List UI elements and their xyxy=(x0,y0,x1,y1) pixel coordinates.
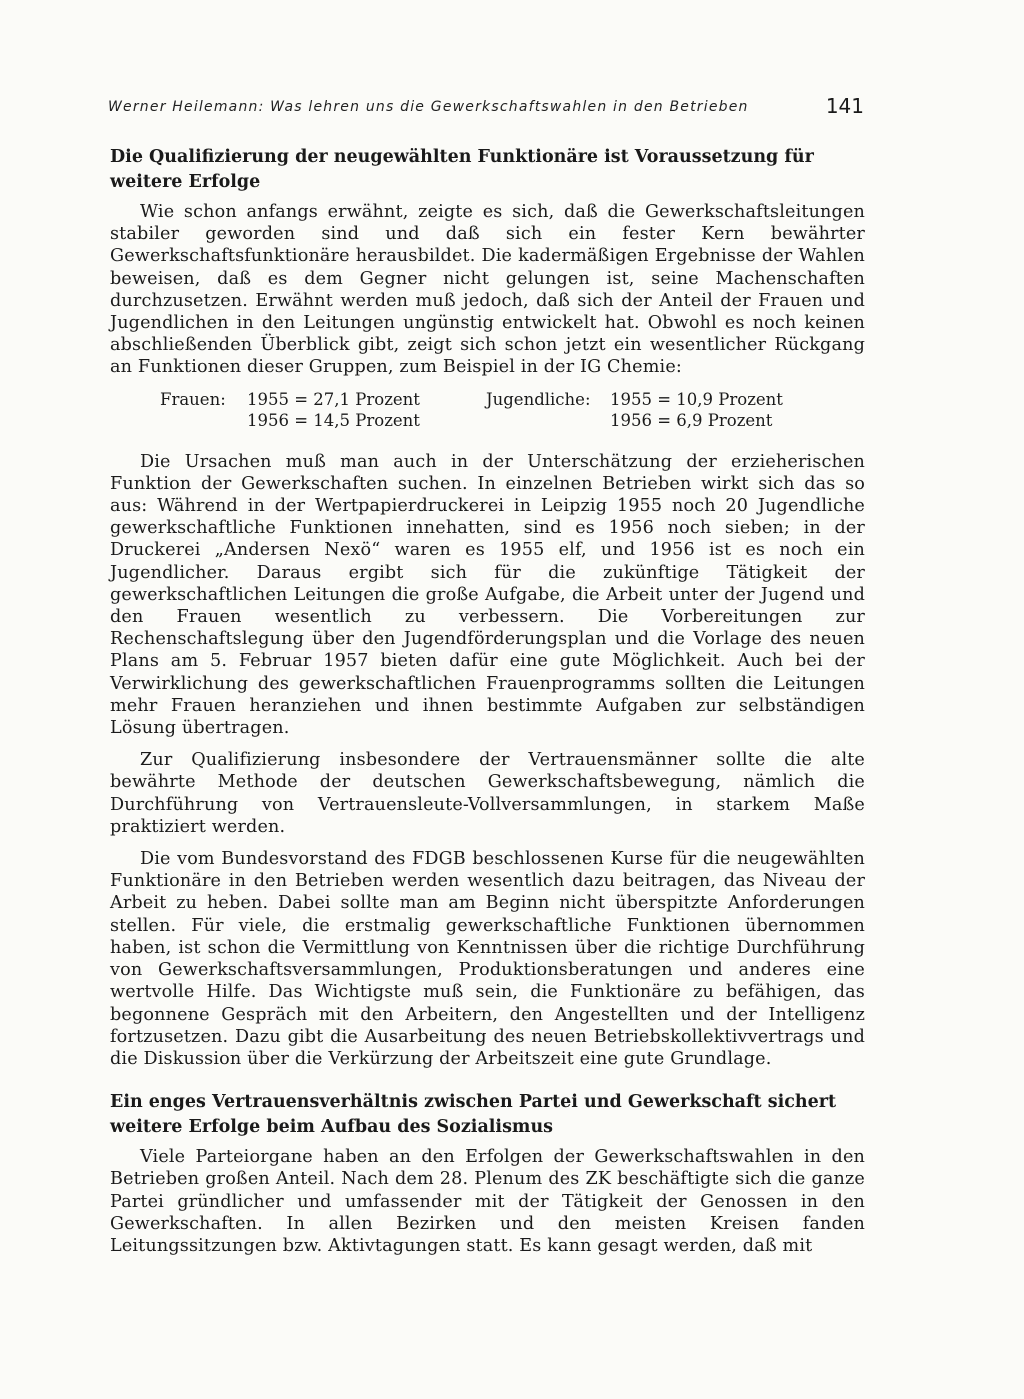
statistics-block xyxy=(110,389,865,439)
paragraph: Wie schon anfangs erwähnt, zeigte es sich, daß die Gewerkschaftsleitungen stabiler geworden sind und daß sich ein fester Kern bewährter Gewerkschaftsfunktionäre herausbildet. Die kadermäßigen Ergebnisse der Wahlen beweisen, daß es dem Gegner nicht gelungen ist, seine Machenschaften durchzusetzen. Erwähnt werden muß jedoch, daß sich der Anteil der Frauen und Jugendlichen in den Leitungen ungünstig entwickelt hat. Obwohl es noch keinen abschließenden Überblick gibt, zeigt sich schon jetzt ein wesentlicher Rückgang an Funktionen dieser Gruppen, zum Beispiel in der IG Chemie: xyxy=(110,202,865,378)
paragraph: Viele Parteiorgane haben an den Erfolgen der Gewerkschaftswahlen in den Betrieben großen Anteil. Nach dem 28. Plenum des ZK beschäftigte sich die ganze Partei gründlicher und umfassender mit der Tätigkeit der Genossen in den Gewerkschaften. In allen Bezirken und den meisten Kreisen fanden Leitungssitzungen bzw. Aktivtagungen statt. Es kann gesagt werden, daß mit xyxy=(110,1147,865,1256)
section-heading-vertrauensverhaeltnis: Ein enges Vertrauensverhältnis zwischen Partei und Gewerkschaft sichert weitere Erfolge beim Aufbau des Sozialismus xyxy=(110,1092,837,1138)
stat-label-women: Frauen: xyxy=(160,389,226,409)
paragraph: Zur Qualifizierung insbesondere der Vertrauensmänner sollte die alte bewährte Methode der deutschen Gewerkschaftsbewegung, nämlich die Durchführung von Vertrauensleute-Vollversammlungen, in starkem Maße praktiziert werden. xyxy=(110,750,865,837)
stat-youth-1955: 1955 = 10,9 Prozent xyxy=(610,389,783,409)
stat-label-youth: Jugendliche: xyxy=(486,389,591,409)
running-head xyxy=(108,94,864,124)
stat-youth-1956: 1956 = 6,9 Prozent xyxy=(610,410,773,430)
page-number: 141 xyxy=(825,94,864,118)
stat-women-1955: 1955 = 27,1 Prozent xyxy=(247,389,420,409)
stat-women-1956: 1956 = 14,5 Prozent xyxy=(247,410,420,430)
running-title: Werner Heilemann: Was lehren uns die Gewerkschaftswahlen in den Betrieben xyxy=(108,99,749,115)
paragraph: Die Ursachen muß man auch in der Unterschätzung der erzieherischen Funktion der Gewerkschaften suchen. In einzelnen Betrieben wirkt sich das so aus: Während in der Wertpapierdruckerei in Leipzig 1955 noch 20 Jugendliche gewerkschaftliche Funktionen innehatten, sind es 1956 noch sieben; in der Druckerei „Andersen Nexö“ waren es 1955 elf, und 1956 ist es noch ein Jugendlicher. Daraus ergibt sich für die zukünftige Tätigkeit der gewerkschaftlichen Leitungen die große Aufgabe, die Arbeit unter der Jugend und den Frauen wesentlich zu verbessern. Die Vorbereitungen zur Rechenschaftslegung über den Jugendförderungsplan und die Vorlage des neuen Plans am 5. Februar 1957 bieten dafür eine gute Möglichkeit. Auch bei der Verwirklichung des gewerkschaftlichen Frauenprogramms sollten die Leitungen mehr Frauen heranziehen und ihnen bestimmte Aufgaben zur selbständigen Lösung übertragen. xyxy=(110,451,865,739)
paragraph: Die vom Bundesvorstand des FDGB beschlossenen Kurse für die neugewählten Funktionäre in den Betrieben werden wesentlich dazu beitragen, das Niveau der Arbeit zu heben. Dabei sollte man am Beginn nicht überspitzte Anforderungen stellen. Für viele, die erstmalig gewerkschaftliche Funktionen übernommen haben, ist schon die Vermittlung von Kenntnissen über die richtige Durchführung von Gewerkschaftsversammlungen, Produktionsberatungen und anderes eine wertvolle Hilfe. Das Wichtigste muß sein, die Funktionäre zu befähigen, das begonnene Gespräch mit den Arbeitern, den Angestellten und der Intelligenz fortzusetzen. Dazu gibt die Ausarbeitung des neuen Betriebskollektivvertrags und die Diskussion über die Verkürzung der Arbeitszeit eine gute Grundlage. xyxy=(110,849,865,1069)
section-heading-qualifizierung: Die Qualifizierung der neugewählten Funktionäre ist Voraussetzung für weitere Erfolge xyxy=(110,147,814,192)
page-content xyxy=(110,145,865,1257)
